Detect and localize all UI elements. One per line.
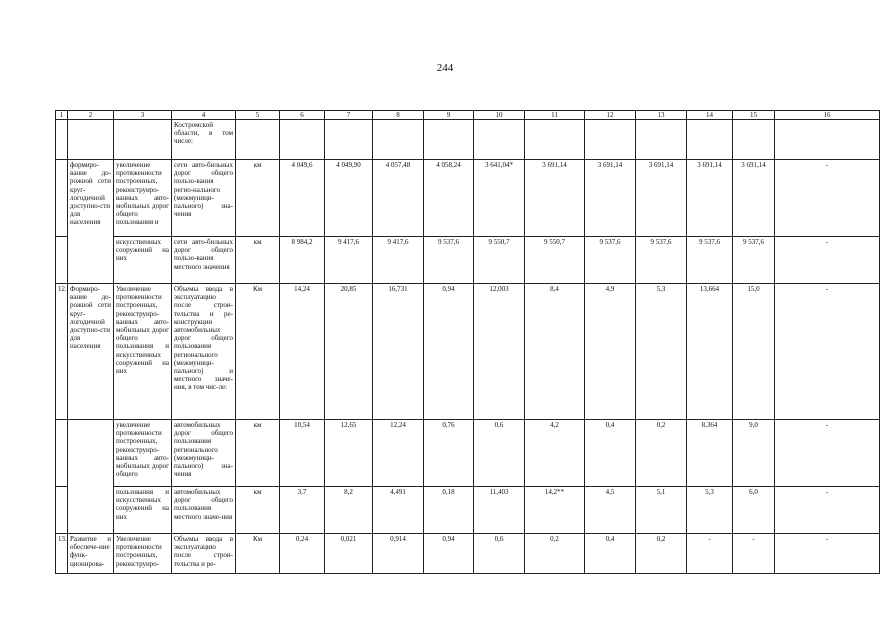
value-cell: 4 057,48 xyxy=(373,160,424,237)
value-cell: 3 691,14 xyxy=(636,160,687,237)
column-number: 5 xyxy=(236,111,280,120)
table-row xyxy=(56,534,880,574)
value-cell: 4 049,6 xyxy=(280,160,325,237)
value-cell: 0,4 xyxy=(585,534,636,574)
value-cell: 0,24 xyxy=(280,534,325,574)
table-row xyxy=(56,237,880,284)
value-cell: 0,94 xyxy=(424,284,474,420)
column-number: 8 xyxy=(373,111,424,120)
value-cell: 9 537,6 xyxy=(733,237,775,284)
column-number: 9 xyxy=(424,111,474,120)
value-cell: 8,4 xyxy=(525,284,585,420)
unit-cell: Км xyxy=(236,284,280,420)
value-cell: 20,85 xyxy=(325,284,373,420)
value-cell: 9 537,6 xyxy=(687,237,733,284)
value-cell: 3,7 xyxy=(280,487,325,534)
indicator-cell: сети авто-бильных дорог общего пользо-вания регио-нального (межмуници-пального) зна-чения xyxy=(172,160,236,237)
value-cell: 0,18 xyxy=(424,487,474,534)
indicator-cell: сети авто-бильных дорог общего пользо-вания местного значения xyxy=(172,237,236,284)
column-number: 11 xyxy=(525,111,585,120)
indicator-cell: Костромской области, в том числе: xyxy=(172,120,236,160)
value-cell: 5,3 xyxy=(687,487,733,534)
value-cell: 0,021 xyxy=(325,534,373,574)
value-cell: 14,2** xyxy=(525,487,585,534)
column-number: 4 xyxy=(172,111,236,120)
target-indicator-cell: пользования и искусственных сооружений на них xyxy=(114,487,172,534)
target-indicator-cell: Увеличение протяженности построенных, реконструиро- xyxy=(114,534,172,574)
table-row xyxy=(56,160,880,237)
column-number: 7 xyxy=(325,111,373,120)
value-cell: 4 049,90 xyxy=(325,160,373,237)
value-cell: 12,003 xyxy=(474,284,525,420)
target-indicator-cell: Увеличение протяженности построенных, реконструиро-ванных авто-мобильных дорог общего пользования и искусственных сооружений на них xyxy=(114,284,172,420)
indicator-cell: автомобильных дорог общего пользования местного значе-ния xyxy=(172,487,236,534)
value-cell: - xyxy=(775,420,880,487)
value-cell: 0,6 xyxy=(474,534,525,574)
value-cell: 0,2 xyxy=(636,534,687,574)
value-cell: 0,6 xyxy=(474,420,525,487)
unit-cell: Км xyxy=(236,534,280,574)
value-cell: 10,54 xyxy=(280,420,325,487)
column-number: 14 xyxy=(687,111,733,120)
value-cell: 6,0 xyxy=(733,487,775,534)
value-cell: 15,0 xyxy=(733,284,775,420)
table-row xyxy=(56,284,880,420)
value-cell: 9 417,6 xyxy=(373,237,424,284)
value-cell: - xyxy=(775,487,880,534)
column-number-row xyxy=(56,111,880,120)
value-cell: 12,24 xyxy=(373,420,424,487)
table-row xyxy=(56,120,880,160)
value-cell: - xyxy=(687,534,733,574)
value-cell: 4,2 xyxy=(525,420,585,487)
value-cell: 8,364 xyxy=(687,420,733,487)
column-number: 15 xyxy=(733,111,775,120)
value-cell: 11,403 xyxy=(474,487,525,534)
value-cell: 5,3 xyxy=(636,284,687,420)
value-cell: 4,491 xyxy=(373,487,424,534)
value-cell: 3 691,14 xyxy=(733,160,775,237)
value-cell: 0,914 xyxy=(373,534,424,574)
value-cell: 13,664 xyxy=(687,284,733,420)
task-cell: формиро-вание до-рожной сети круг-логодичной доступно-сти для населения xyxy=(68,160,114,284)
value-cell: 9 537,6 xyxy=(424,237,474,284)
row-number: 12. xyxy=(56,284,68,420)
value-cell: - xyxy=(733,534,775,574)
column-number: 6 xyxy=(280,111,325,120)
value-cell: 8,2 xyxy=(325,487,373,534)
column-number: 10 xyxy=(474,111,525,120)
value-cell: 4,5 xyxy=(585,487,636,534)
value-cell: 8 984,2 xyxy=(280,237,325,284)
value-cell: 4 058,24 xyxy=(424,160,474,237)
column-number: 3 xyxy=(114,111,172,120)
column-number: 2 xyxy=(68,111,114,120)
column-number: 16 xyxy=(775,111,880,120)
value-cell: 12,65 xyxy=(325,420,373,487)
task-cell: Развитие и обеспече-ние функ-ционирова- xyxy=(68,534,114,574)
value-cell: - xyxy=(775,534,880,574)
indicator-cell: Объемы ввода в эксплуатацию после строи-тельства и ре- xyxy=(172,534,236,574)
row-number: 13. xyxy=(56,534,68,574)
value-cell: 0,4 xyxy=(585,420,636,487)
value-cell: 0,2 xyxy=(636,420,687,487)
value-cell: 0,76 xyxy=(424,420,474,487)
task-cell: Формиро-вание до-рожной сети круг-логодичной доступно-сти для населения xyxy=(68,284,114,420)
value-cell: - xyxy=(775,160,880,237)
value-cell: - xyxy=(775,284,880,420)
value-cell: 3 691,14 xyxy=(525,160,585,237)
indicator-cell: автомобильных дорог общего пользования регионального (межмуници-пального) зна-чения xyxy=(172,420,236,487)
value-cell: 5,1 xyxy=(636,487,687,534)
column-number: 13 xyxy=(636,111,687,120)
value-cell: - xyxy=(775,237,880,284)
value-cell: 3 691,14 xyxy=(687,160,733,237)
value-cell: 9 550,7 xyxy=(525,237,585,284)
value-cell: 3 691,14 xyxy=(585,160,636,237)
value-cell: 9 417,6 xyxy=(325,237,373,284)
value-cell: 3 641,04* xyxy=(474,160,525,237)
value-cell: 9,0 xyxy=(733,420,775,487)
table-row xyxy=(56,420,880,487)
value-cell: 16,731 xyxy=(373,284,424,420)
column-number: 12 xyxy=(585,111,636,120)
value-cell: 4,9 xyxy=(585,284,636,420)
data-table xyxy=(55,110,880,574)
table-row xyxy=(56,487,880,534)
unit-cell: км xyxy=(236,237,280,284)
unit-cell: км xyxy=(236,487,280,534)
value-cell: 14,24 xyxy=(280,284,325,420)
target-indicator-cell: искусственных сооружений на них xyxy=(114,237,172,284)
value-cell: 0,2 xyxy=(525,534,585,574)
indicator-cell: Объемы ввода в эксплуатацию после строи-тельства и ре-конструкции автомобильных дорог общего пользования регионального (межмуници-пального) и местного значе-ния, в том чис-ле: xyxy=(172,284,236,420)
unit-cell: км xyxy=(236,420,280,487)
value-cell: 9 550,7 xyxy=(474,237,525,284)
page-number: 244 xyxy=(436,62,454,74)
unit-cell: км xyxy=(236,160,280,237)
value-cell: 9 537,6 xyxy=(636,237,687,284)
target-indicator-cell: увеличение протяженности построенных, реконструиро-ванных авто-мобильных дорог общего xyxy=(114,420,172,487)
value-cell: 9 537,6 xyxy=(585,237,636,284)
target-indicator-cell: увеличение протяженности построенных, реконструиро-ванных авто-мобильных дорог общего пользования и xyxy=(114,160,172,237)
value-cell: 0,94 xyxy=(424,534,474,574)
column-number: 1 xyxy=(56,111,68,120)
